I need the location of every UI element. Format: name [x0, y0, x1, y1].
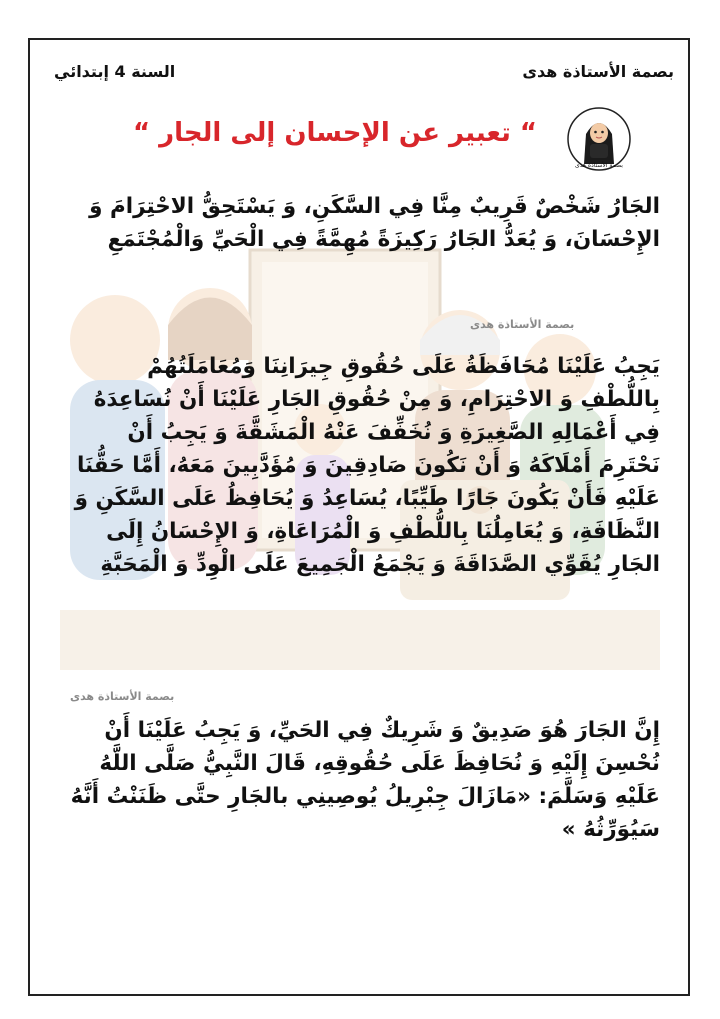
avatar — [566, 106, 632, 172]
watermark-1: بصمة الأستاذة هدى — [470, 318, 575, 331]
paragraph-1: الجَارُ شَخْصٌ قَرِيبٌ مِنَّا فِي السَّكَنِ، وَ يَسْتَحِقُّ الاحْتِرَامَ وَ الإِحْسَانَ، وَ يُعَدُّ الجَارُ رَكِيزَةً مُهِمَّةً فِي الْحَيِّ وَالْمُجْتَمَعِ — [89, 194, 660, 252]
paragraph-3: إِنَّ الجَارَ هُوَ صَدِيقٌ وَ شَرِيكٌ فِي الحَيِّ، وَ يَجِبُ عَلَيْنَا أَنْ نُحْسِنَ إِلَيْهِ وَ نُحَافِظَ عَلَى حُقُوقِهِ، قَالَ النَّبِيُّ صَلَّى اللَّهُ عَلَيْهِ وَسَلَّمَ: «مَازَالَ جِبْرِيلُ يُوصِينِي بالجَارِ حتَّى ظَنَنْتُ أَنَّهُ سَيُوَرِّثُهُ » — [70, 718, 660, 842]
paragraph-2: يَجِبُ عَلَيْنَا مُحَافَظَةُ عَلَى حُقُوقِ جِيرَانِنَا وَمُعَامَلَتُهُمْ بِاللُّطْفِ وَ الاحْتِرَامِ، وَ مِنْ حُقُوقِ الجَارِ عَلَيْنَا أَنْ نُسَاعِدَهُ فِي أَعْمَالِهِ الصَّغِيرَةِ وَ نُخَفِّفَ عَنْهُ الْمَشَقَّةَ وَ يَجِبُ أَنْ نَحْتَرِمَ أَمْلَاكَهُ وَ أَنْ نَكُونَ صَادِقِينَ وَ مُؤَدَّبِينَ مَعَهُ، أَمَّا حَقُّنَا عَلَيْهِ فَأَنْ يَكُونَ جَارًا طَيِّبًا، يُسَاعِدُ وَ يُحَافِظُ عَلَى السَّكَنِ وَ النَّظَافَةِ، وَ يُعَامِلُنَا بِاللُّطْفِ وَ الْمُرَاعَاةِ، وَ الإِحْسَانُ إِلَى الجَارِ يُقَوِّي الصَّدَاقَةَ وَ يَجْمَعُ الْجَمِيعَ عَلَى الْوِدِّ وَ الْمَحَبَّةِ — [74, 354, 660, 577]
grade-label: السنة 4 إبتدائي — [54, 62, 176, 81]
avatar-caption: بصمة الأستاذة هدى — [575, 162, 623, 169]
page-title: “ تعبير عن الإحسان إلى الجار “ — [132, 118, 538, 148]
brand-label: بصمة الأستاذة هدى — [522, 62, 674, 81]
watermark-2: بصمة الأستاذة هدى — [70, 690, 175, 703]
